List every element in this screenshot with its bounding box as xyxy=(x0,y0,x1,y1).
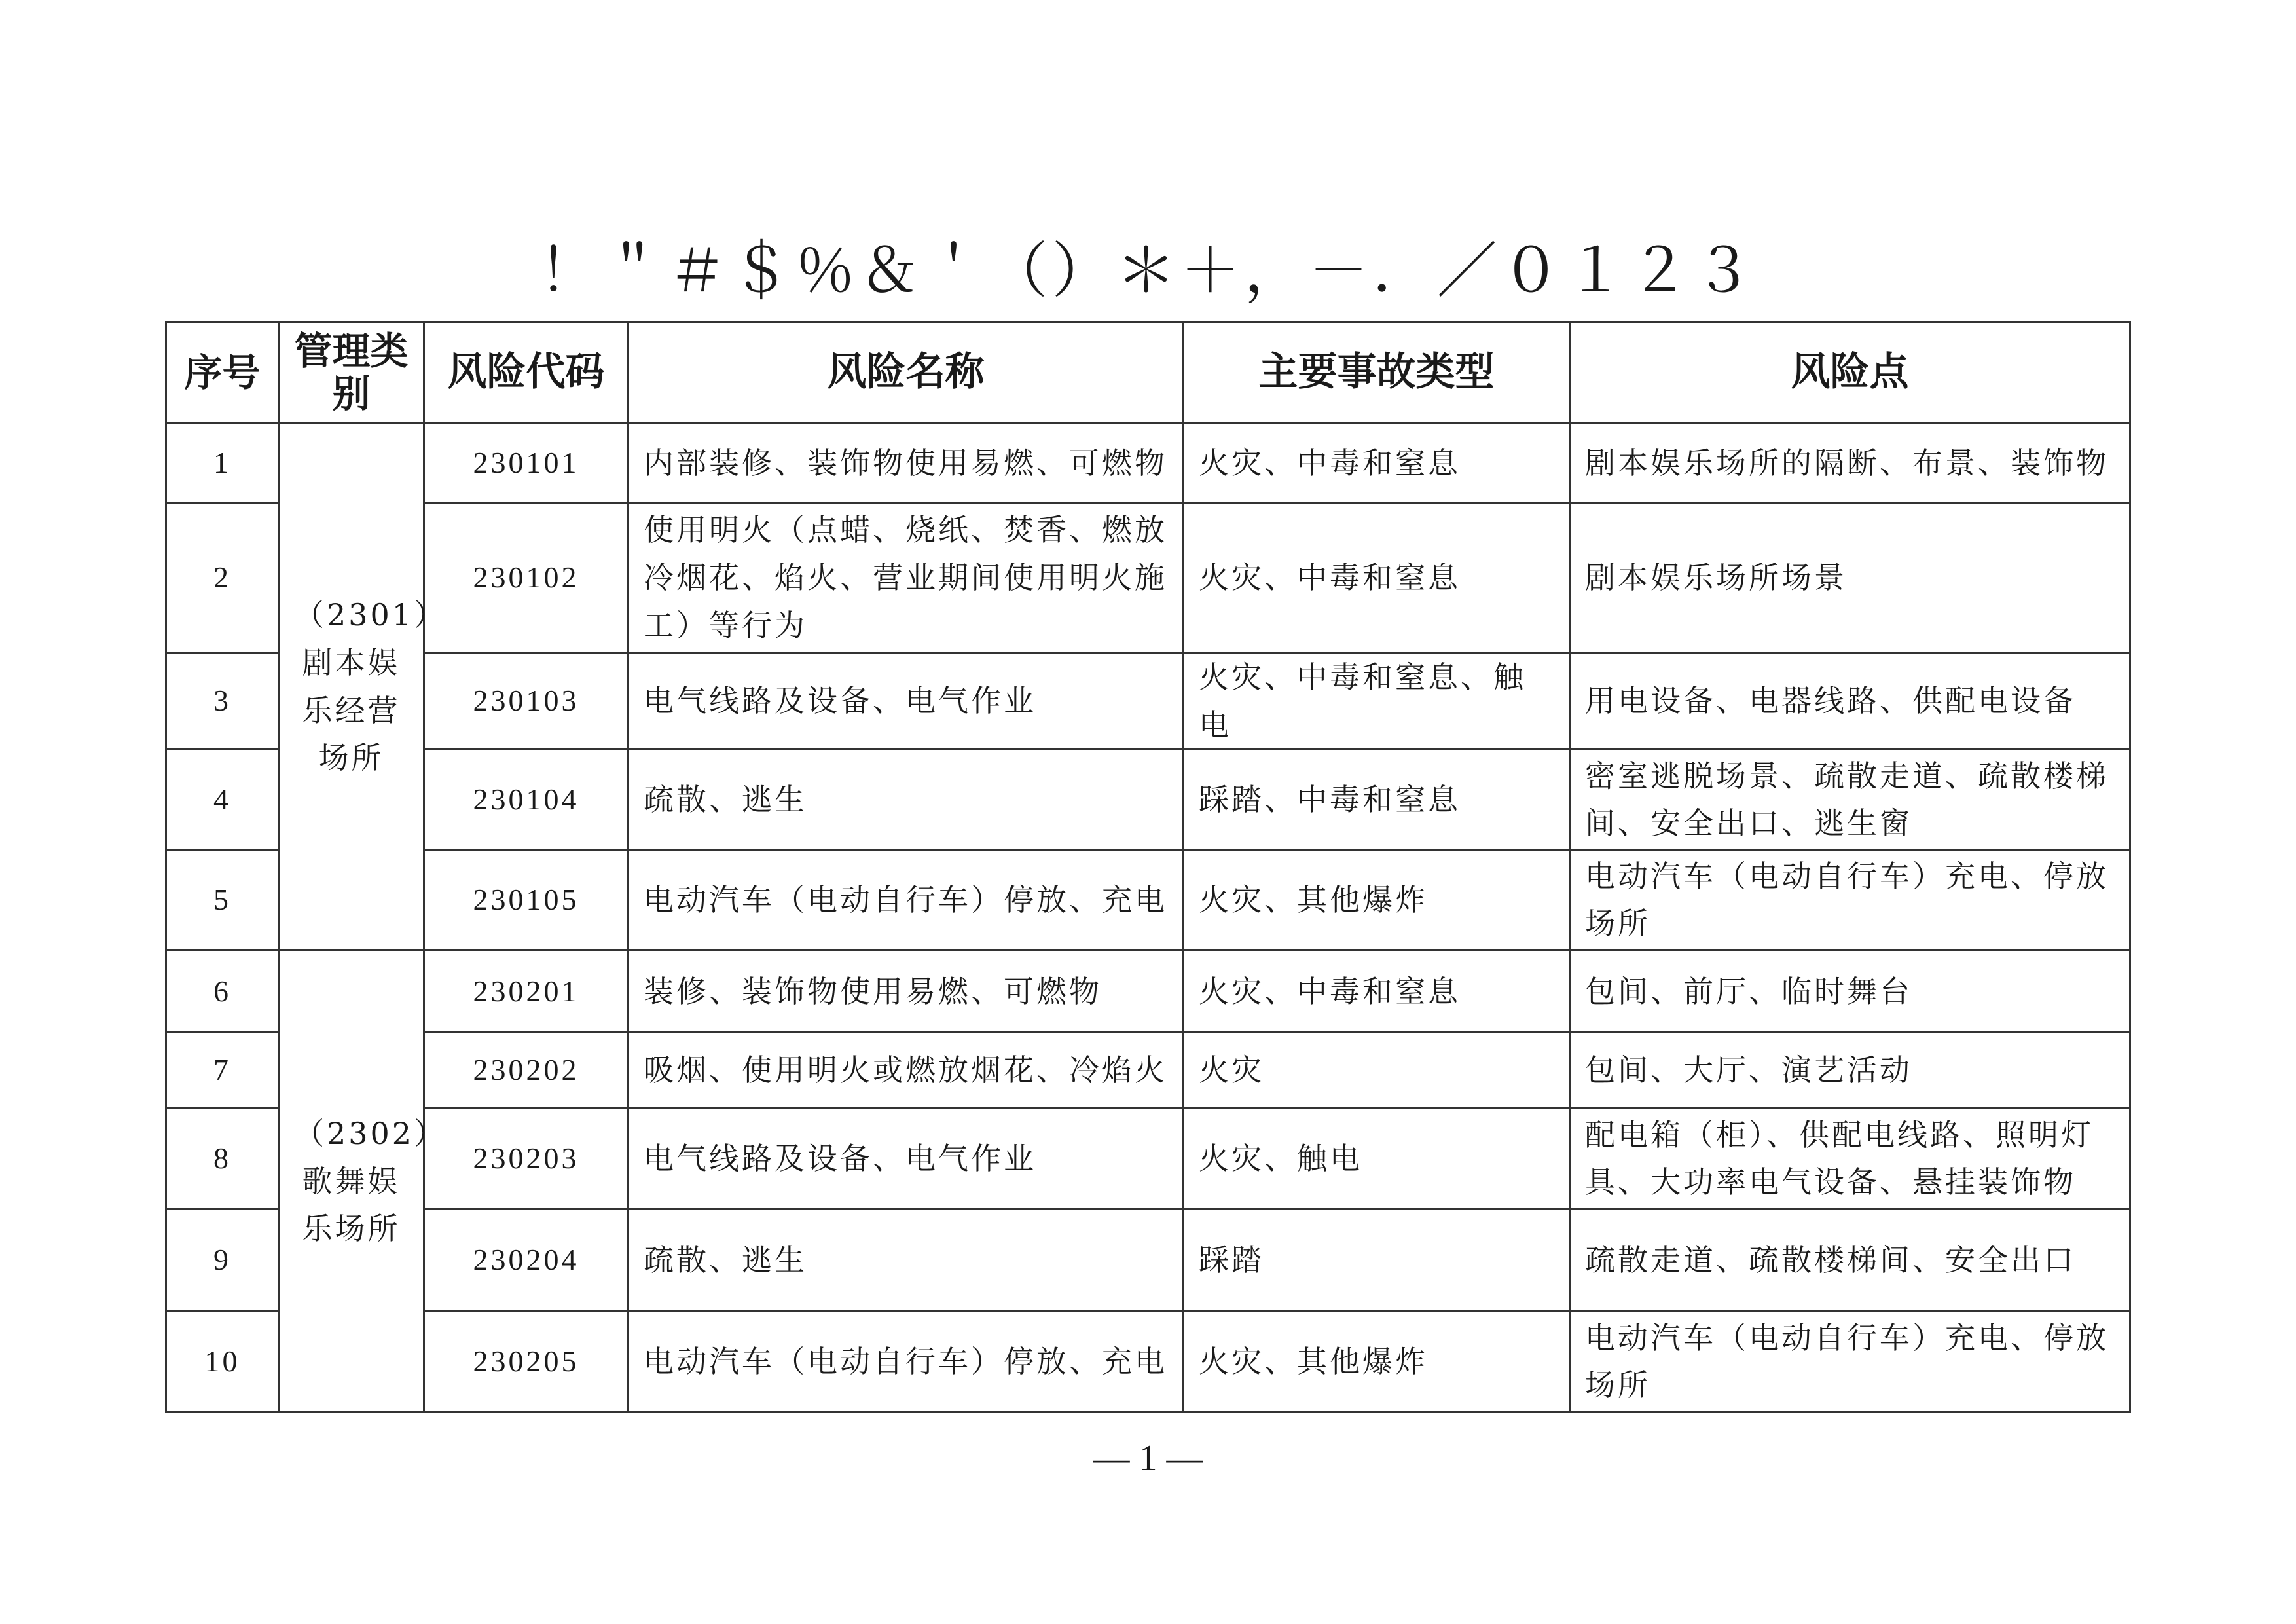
table-row xyxy=(166,424,2130,504)
accident-cell: 火灾 xyxy=(1184,1033,1570,1108)
name-cell: 电气线路及设备、电气作业 xyxy=(629,1108,1184,1209)
name-cell: 电动汽车（电动自行车）停放、充电 xyxy=(629,850,1184,950)
seq-cell: 10 xyxy=(166,1311,279,1412)
code-cell: 230101 xyxy=(424,424,629,504)
table-row xyxy=(166,1311,2130,1412)
accident-cell: 火灾、触电 xyxy=(1184,1108,1570,1209)
accident-cell: 火灾、中毒和窒息 xyxy=(1184,950,1570,1033)
table-row xyxy=(166,850,2130,950)
header-row xyxy=(166,322,2130,424)
accident-cell: 火灾、中毒和窒息 xyxy=(1184,504,1570,653)
code-cell: 230203 xyxy=(424,1108,629,1209)
name-cell: 疏散、逃生 xyxy=(629,750,1184,850)
point-cell: 用电设备、电器线路、供配电设备 xyxy=(1570,653,2130,750)
page-title: ！＂＃＄％＆＇（）＊＋，－．／０１２３ xyxy=(538,236,1758,306)
seq-cell: 3 xyxy=(166,653,279,750)
category-cell: （2302）歌舞娱乐场所 xyxy=(279,950,424,1412)
code-cell: 230104 xyxy=(424,750,629,850)
accident-cell: 踩踏、中毒和窒息 xyxy=(1184,750,1570,850)
table-row xyxy=(166,1108,2130,1209)
risk-table xyxy=(165,321,2131,1413)
accident-cell: 火灾、中毒和窒息、触电 xyxy=(1184,653,1570,750)
point-cell: 密室逃脱场景、疏散走道、疏散楼梯间、安全出口、逃生窗 xyxy=(1570,750,2130,850)
table-row xyxy=(166,750,2130,850)
name-cell: 装修、装饰物使用易燃、可燃物 xyxy=(629,950,1184,1033)
header-category: 管理类别 xyxy=(279,322,424,424)
code-cell: 230202 xyxy=(424,1033,629,1108)
table-row xyxy=(166,653,2130,750)
seq-cell: 9 xyxy=(166,1209,279,1311)
name-cell: 内部装修、装饰物使用易燃、可燃物 xyxy=(629,424,1184,504)
code-cell: 230103 xyxy=(424,653,629,750)
accident-cell: 踩踏 xyxy=(1184,1209,1570,1311)
name-cell: 吸烟、使用明火或燃放烟花、冷焰火 xyxy=(629,1033,1184,1108)
header-seq: 序号 xyxy=(166,322,279,424)
point-cell: 包间、大厅、演艺活动 xyxy=(1570,1033,2130,1108)
page-number: — 1 — xyxy=(1093,1438,1203,1479)
point-cell: 电动汽车（电动自行车）充电、停放场所 xyxy=(1570,850,2130,950)
name-cell: 电动汽车（电动自行车）停放、充电 xyxy=(629,1311,1184,1412)
category-cell: （2301）剧本娱乐经营场所 xyxy=(279,424,424,950)
point-cell: 配电箱（柜）、供配电线路、照明灯具、大功率电气设备、悬挂装饰物 xyxy=(1570,1108,2130,1209)
name-cell: 疏散、逃生 xyxy=(629,1209,1184,1311)
point-cell: 疏散走道、疏散楼梯间、安全出口 xyxy=(1570,1209,2130,1311)
seq-cell: 2 xyxy=(166,504,279,653)
seq-cell: 7 xyxy=(166,1033,279,1108)
code-cell: 230201 xyxy=(424,950,629,1033)
seq-cell: 5 xyxy=(166,850,279,950)
code-cell: 230205 xyxy=(424,1311,629,1412)
accident-cell: 火灾、其他爆炸 xyxy=(1184,850,1570,950)
table-row xyxy=(166,1209,2130,1311)
header-code: 风险代码 xyxy=(424,322,629,424)
name-cell: 使用明火（点蜡、烧纸、焚香、燃放冷烟花、焰火、营业期间使用明火施工）等行为 xyxy=(629,504,1184,653)
code-cell: 230204 xyxy=(424,1209,629,1311)
seq-cell: 6 xyxy=(166,950,279,1033)
point-cell: 剧本娱乐场所的隔断、布景、装饰物 xyxy=(1570,424,2130,504)
seq-cell: 8 xyxy=(166,1108,279,1209)
table-row xyxy=(166,504,2130,653)
point-cell: 包间、前厅、临时舞台 xyxy=(1570,950,2130,1033)
code-cell: 230102 xyxy=(424,504,629,653)
point-cell: 剧本娱乐场所场景 xyxy=(1570,504,2130,653)
table-row xyxy=(166,1033,2130,1108)
accident-cell: 火灾、其他爆炸 xyxy=(1184,1311,1570,1412)
header-point: 风险点 xyxy=(1570,322,2130,424)
table-row xyxy=(166,950,2130,1033)
code-cell: 230105 xyxy=(424,850,629,950)
accident-cell: 火灾、中毒和窒息 xyxy=(1184,424,1570,504)
point-cell: 电动汽车（电动自行车）充电、停放场所 xyxy=(1570,1311,2130,1412)
header-name: 风险名称 xyxy=(629,322,1184,424)
seq-cell: 1 xyxy=(166,424,279,504)
name-cell: 电气线路及设备、电气作业 xyxy=(629,653,1184,750)
header-accident: 主要事故类型 xyxy=(1184,322,1570,424)
seq-cell: 4 xyxy=(166,750,279,850)
